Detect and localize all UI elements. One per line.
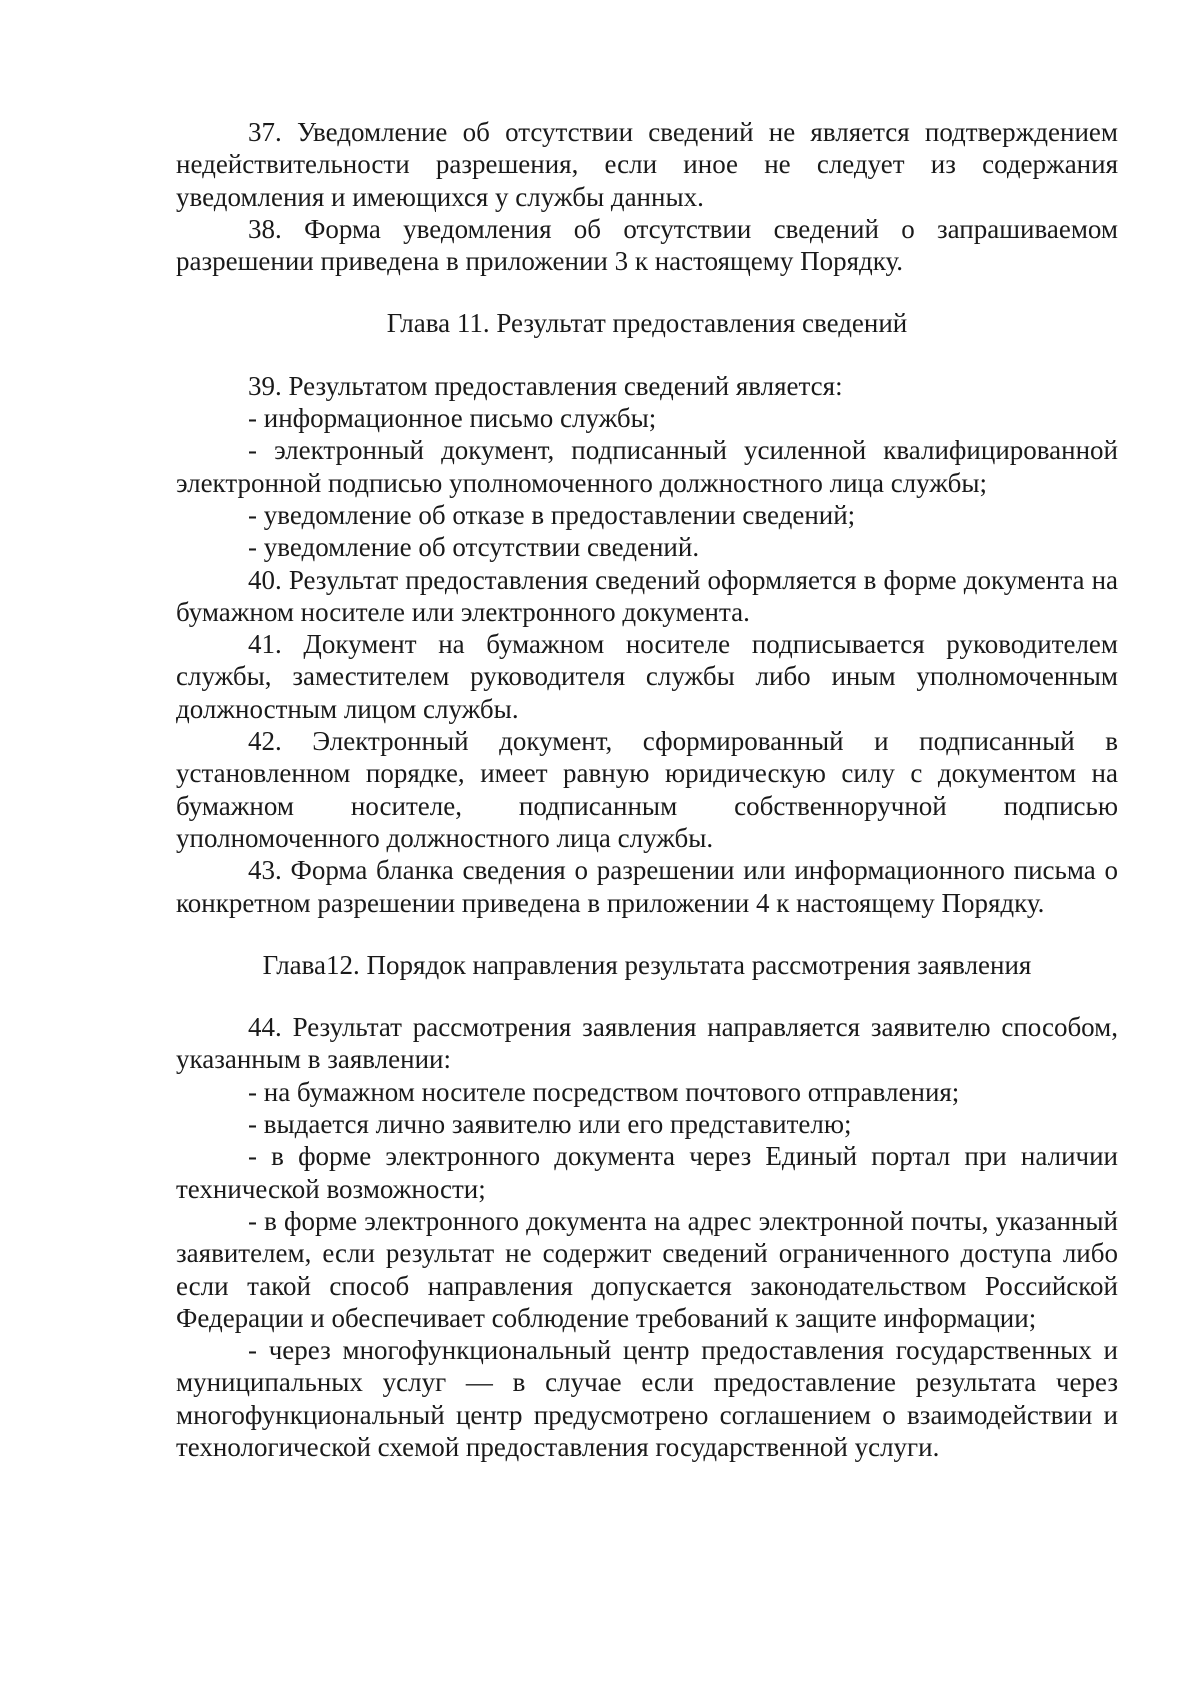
paragraph-37: 37. Уведомление об отсутствии сведений не является подтверждением недействительности разрешения, если иное не следует из содержания уведомления и имеющихся у службы данных. (176, 117, 1118, 212)
list-item: - через многофункциональный центр предоставления государственных и муниципальных услуг — в случае если предоставление результата через многофункциональный центр предусмотрено соглашением о взаимодействии и технологической схемой предоставления государственной услуги. (176, 1335, 1118, 1462)
list-item: - в форме электронного документа на адрес электронной почты, указанный заявителем, если результат не содержит сведений ограниченного доступа либо если такой способ направления допускается законодательством Российской Федерации и обеспечивает соблюдение требований к защите информации; (176, 1205, 1118, 1333)
paragraph-41: 41. Документ на бумажном носителе подписывается руководителем службы, заместителем руководителя службы либо иным уполномоченным должностным лицом службы. (176, 629, 1118, 724)
list-item: - уведомление об отказе в предоставлении сведений; (248, 499, 856, 530)
list-item: - на бумажном носителе посредством почтового отправления; (248, 1076, 960, 1107)
list-item: - информационное письмо службы; (248, 403, 657, 434)
paragraph-38: 38. Форма уведомления об отсутствии сведений о запрашиваемом разрешении приведена в приложении 3 к настоящему Порядку. (176, 213, 1118, 277)
list-item: - выдается лично заявителю или его представителю; (248, 1109, 852, 1140)
document-body (176, 116, 1118, 1463)
paragraph-40: 40. Результат предоставления сведений оформляется в форме документа на бумажном носителе или электронного документа. (176, 564, 1118, 627)
list-item: - уведомление об отсутствии сведений. (248, 532, 700, 563)
paragraph-42: 42. Электронный документ, сформированный и подписанный в установленном порядке, имеет равную юридическую силу с документом на бумажном носителе, подписанным собственноручной подписью уполномоченного должностного лица службы. (176, 726, 1118, 853)
chapter-12-title: Глава12. Порядок направления результата рассмотрения заявления (262, 949, 1032, 980)
paragraph-44: 44. Результат рассмотрения заявления направляется заявителю способом, указанным в заявлении: (176, 1012, 1118, 1075)
chapter-11-title: Глава 11. Результат предоставления сведений (386, 308, 908, 339)
list-item: - электронный документ, подписанный усиленной квалифицированной электронной подписью уполномоченного должностного лица службы; (176, 435, 1118, 498)
list-item: - в форме электронного документа через Единый портал при наличии технической возможности; (176, 1141, 1118, 1204)
paragraph-39: 39. Результатом предоставления сведений является: (248, 370, 843, 401)
paragraph-43: 43. Форма бланка сведения о разрешении или информационного письма о конкретном разрешении приведена в приложении 4 к настоящему Порядку. (176, 855, 1118, 918)
